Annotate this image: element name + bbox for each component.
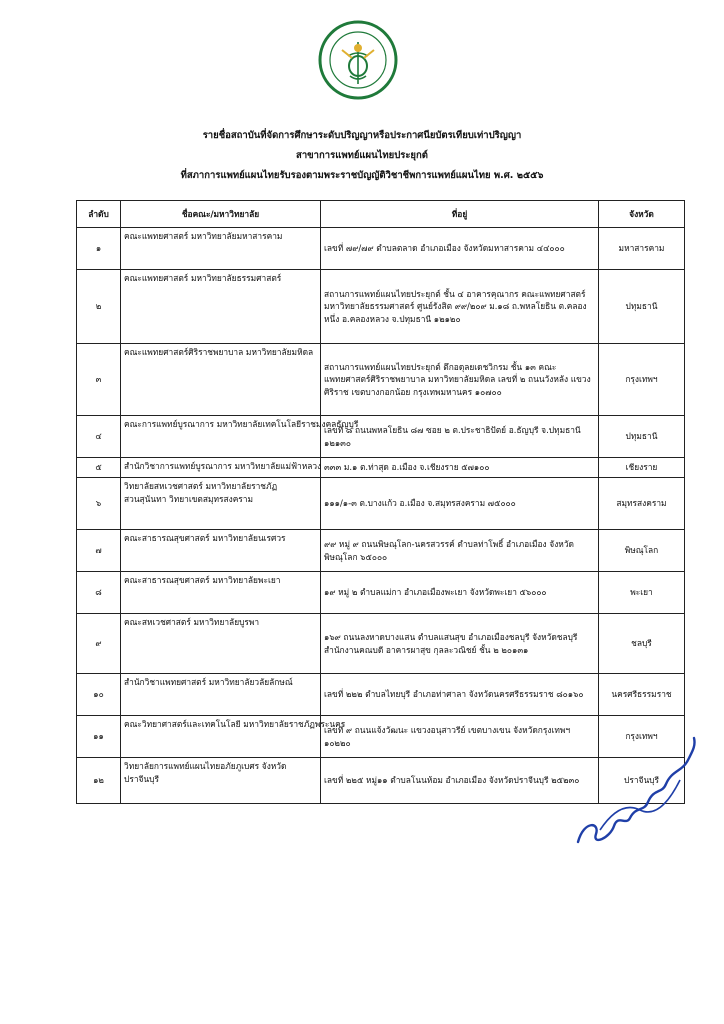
thai-traditional-medical-council-logo <box>318 20 398 100</box>
row-no: ๔ <box>77 416 121 458</box>
row-institution: สำนักวิชาการแพทย์บูรณาการ มหาวิทยาลัยแม่ฟ้าหลวง <box>121 458 321 478</box>
row-address: เลขที่ ๗๙/๗๙ ตำบลตลาด อำเภอเมือง จังหวัดมหาสารคาม ๔๔๐๐๐ <box>321 228 599 270</box>
table-row <box>77 228 685 270</box>
row-institution: วิทยาลัยสหเวชศาสตร์ มหาวิทยาลัยราชภัฏสวนสุนันทา วิทยาเขตสมุทรสงคราม <box>121 478 321 530</box>
row-address: ๑๑๑/๑-๓ ต.บางแก้ว อ.เมือง จ.สมุทรสงคราม ๗๕๐๐๐ <box>321 478 599 530</box>
header-no: ลำดับ <box>77 201 121 228</box>
row-province: ชลบุรี <box>599 614 685 674</box>
row-no: ๖ <box>77 478 121 530</box>
row-province: กรุงเทพฯ <box>599 716 685 758</box>
row-institution: คณะวิทยาศาสตร์และเทคโนโลยี มหาวิทยาลัยราชภัฏพระนคร <box>121 716 321 758</box>
row-address: สถานการแพทย์แผนไทยประยุกต์ ชั้น ๔ อาคารคุณากร คณะแพทยศาสตร์ มหาวิทยาลัยธรรมศาสตร์ ศูนย์รังสิต ๙๙/๒๐๙ ม.๑๘ ถ.พหลโยธิน ต.คลองหนึ่ง อ.คลองหลวง จ.ปทุมธานี ๑๒๑๒๐ <box>321 270 599 344</box>
row-address: ๑๖๙ ถนนลงหาดบางแสน ตำบลแสนสุข อำเภอเมืองชลบุรี จังหวัดชลบุรี สำนักงานคณบดี อาคารผาสุข กุลละวณิชย์ ชั้น ๒ ๒๐๑๓๑ <box>321 614 599 674</box>
row-no: ๙ <box>77 614 121 674</box>
row-address: เลขที่ ๒๒๒ ตำบลไทยบุรี อำเภอท่าศาลา จังหวัดนครศรีธรรมราช ๘๐๑๖๐ <box>321 674 599 716</box>
document-title-line-3: ที่สภาการแพทย์แผนไทยรับรองตามพระราชบัญญัติวิชาชีพการแพทย์แผนไทย พ.ศ. ๒๕๕๖ <box>180 170 544 181</box>
row-no: ๘ <box>77 572 121 614</box>
document-title-line-2: สาขาการแพทย์แผนไทยประยุกต์ <box>296 150 428 161</box>
row-province: มหาสารคาม <box>599 228 685 270</box>
row-no: ๑๑ <box>77 716 121 758</box>
row-institution: คณะการแพทย์บูรณาการ มหาวิทยาลัยเทคโนโลยีราชมงคลธัญบุรี <box>121 416 321 458</box>
table-row <box>77 270 685 344</box>
document-title-line-1: รายชื่อสถาบันที่จัดการศึกษาระดับปริญญาหรือประกาศนียบัตรเทียบเท่าปริญญา <box>202 130 522 141</box>
row-institution: คณะสาธารณสุขศาสตร์ มหาวิทยาลัยนเรศวร <box>121 530 321 572</box>
row-province: ปราจีนบุรี <box>599 758 685 804</box>
row-province: เชียงราย <box>599 458 685 478</box>
row-address: ๙๙ หมู่ ๙ ถนนพิษณุโลก-นครสวรรค์ ตำบลท่าโพธิ์ อำเภอเมือง จังหวัดพิษณุโลก ๖๕๐๐๐ <box>321 530 599 572</box>
row-province: นครศรีธรรมราช <box>599 674 685 716</box>
row-address: สถานการแพทย์แผนไทยประยุกต์ ตึกอดุลยเดชวิกรม ชั้น ๑๓ คณะแพทยศาสตร์ศิริราชพยาบาล มหาวิทยาลัยมหิดล เลขที่ ๒ ถนนวังหลัง แขวงศิริราช เขตบางกอกน้อย กรุงเทพมหานคร ๑๐๗๐๐ <box>321 344 599 416</box>
row-institution: วิทยาลัยการแพทย์แผนไทยอภัยภูเบศร จังหวัดปราจีนบุรี <box>121 758 321 804</box>
row-no: ๗ <box>77 530 121 572</box>
row-no: ๒ <box>77 270 121 344</box>
row-no: ๑๒ <box>77 758 121 804</box>
row-institution: คณะแพทยศาสตร์ศิริราชพยาบาล มหาวิทยาลัยมหิดล <box>121 344 321 416</box>
row-no: ๑๐ <box>77 674 121 716</box>
row-province: ปทุมธานี <box>599 416 685 458</box>
row-address: เลขที่ ๘ ถนนพหลโยธิน ๘๗ ซอย ๒ ต.ประชาธิปัตย์ อ.ธัญบุรี จ.ปทุมธานี ๑๒๑๓๐ <box>321 416 599 458</box>
table-row <box>77 530 685 572</box>
row-institution: สำนักวิชาแพทยศาสตร์ มหาวิทยาลัยวลัยลักษณ์ <box>121 674 321 716</box>
row-institution: คณะสาธารณสุขศาสตร์ มหาวิทยาลัยพะเยา <box>121 572 321 614</box>
header-address: ที่อยู่ <box>321 201 599 228</box>
table-header-row <box>77 201 685 228</box>
row-address: เลขที่ ๒๒๕ หมู่๑๑ ตำบลโนนห้อม อำเภอเมือง จังหวัดปราจีนบุรี ๒๕๒๓๐ <box>321 758 599 804</box>
table-row <box>77 344 685 416</box>
table-row <box>77 416 685 458</box>
row-address: ๑๙ หมู่ ๒ ตำบลแม่กา อำเภอเมืองพะเยา จังหวัดพะเยา ๕๖๐๐๐ <box>321 572 599 614</box>
row-institution: คณะแพทยศาสตร์ มหาวิทยาลัยมหาสารคาม <box>121 228 321 270</box>
row-address: ๓๓๓ ม.๑ ต.ท่าสุด อ.เมือง จ.เชียงราย ๕๗๑๐๐ <box>321 458 599 478</box>
row-province: พิษณุโลก <box>599 530 685 572</box>
row-address: เลขที่ ๙ ถนนแจ้งวัฒนะ แขวงอนุสาวรีย์ เขตบางเขน จังหวัดกรุงเทพฯ ๑๐๒๒๐ <box>321 716 599 758</box>
table-row <box>77 614 685 674</box>
table-row <box>77 674 685 716</box>
table-row <box>77 458 685 478</box>
header-institution: ชื่อคณะ/มหาวิทยาลัย <box>121 201 321 228</box>
row-no: ๕ <box>77 458 121 478</box>
row-province: ปทุมธานี <box>599 270 685 344</box>
row-province: สมุทรสงคราม <box>599 478 685 530</box>
row-province: พะเยา <box>599 572 685 614</box>
table-row <box>77 572 685 614</box>
row-institution: คณะแพทยศาสตร์ มหาวิทยาลัยธรรมศาสตร์ <box>121 270 321 344</box>
handwritten-signature <box>570 730 700 850</box>
row-province: กรุงเทพฯ <box>599 344 685 416</box>
row-no: ๑ <box>77 228 121 270</box>
row-no: ๓ <box>77 344 121 416</box>
table-row <box>77 478 685 530</box>
row-institution: คณะสหเวชศาสตร์ มหาวิทยาลัยบูรพา <box>121 614 321 674</box>
institution-table <box>76 200 685 804</box>
header-province: จังหวัด <box>599 201 685 228</box>
